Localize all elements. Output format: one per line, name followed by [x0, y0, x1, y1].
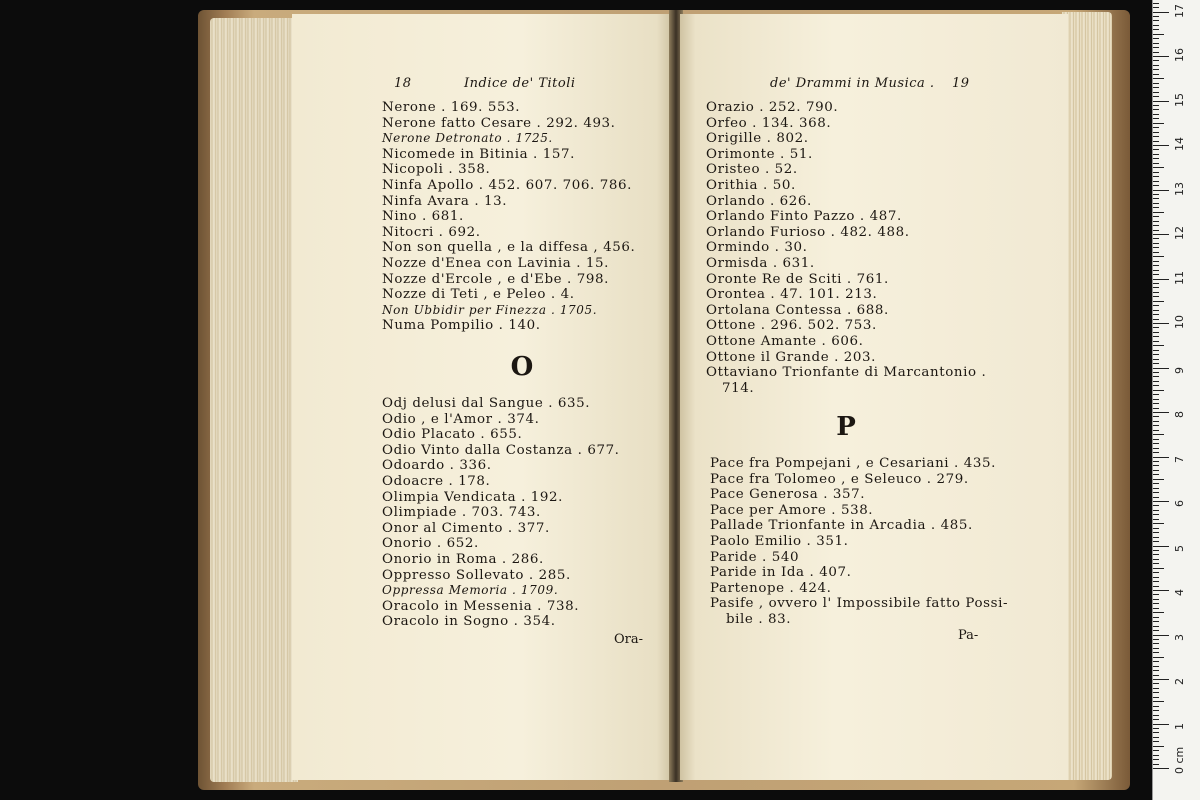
- ruler-tick: [1153, 603, 1159, 604]
- index-entry: Olimpia Vendicata . 192.: [382, 489, 564, 505]
- page-edges-right: [1062, 12, 1112, 780]
- ruler-tick: [1153, 56, 1169, 57]
- ruler-tick: [1153, 505, 1159, 506]
- ruler-tick: [1153, 287, 1159, 288]
- index-entry: Nozze d'Enea con Lavinia . 15.: [382, 255, 610, 271]
- ruler-tick: [1153, 746, 1164, 747]
- index-entry: Odoardo . 336.: [382, 458, 492, 474]
- ruler-tick: [1153, 501, 1169, 502]
- index-entry: Oristeo . 52.: [706, 162, 798, 178]
- ruler-tick: [1153, 310, 1159, 311]
- ruler-tick: [1153, 332, 1159, 333]
- index-entry: Paride in Ida . 407.: [710, 565, 852, 581]
- ruler-tick: [1153, 38, 1159, 39]
- ruler-tick: [1153, 755, 1159, 756]
- ruler-tick: [1153, 65, 1159, 66]
- index-entry: 714.: [722, 380, 755, 396]
- ruler-tick: [1153, 412, 1169, 413]
- ruler-tick: [1153, 363, 1159, 364]
- index-entry: Pace fra Pompejani , e Cesariani . 435.: [710, 456, 996, 471]
- ruler-tick: [1153, 643, 1159, 644]
- ruler-tick: [1153, 492, 1159, 493]
- index-entry: Oracolo in Messenia . 738.: [382, 598, 580, 614]
- index-entry: Partenope . 424.: [710, 580, 832, 596]
- ruler-tick: [1153, 737, 1159, 738]
- left-running-head: Indice de' Titoli: [464, 76, 576, 91]
- right-page: [680, 14, 1068, 780]
- ruler-tick: [1153, 697, 1159, 698]
- ruler-tick: [1153, 408, 1159, 409]
- ruler-tick: [1153, 732, 1159, 733]
- ruler-tick: [1153, 167, 1164, 168]
- ruler-tick: [1153, 96, 1159, 97]
- ruler-tick: [1153, 354, 1159, 355]
- index-entry: Orlando Furioso . 482. 488.: [706, 224, 910, 240]
- ruler-tick: [1153, 319, 1159, 320]
- section-letter-o: O: [510, 352, 534, 382]
- ruler-tick: [1153, 546, 1169, 547]
- index-entry: Orlando . 626.: [706, 193, 812, 209]
- ruler-tick: [1153, 158, 1159, 159]
- ruler-tick: [1153, 43, 1159, 44]
- ruler-tick: [1153, 541, 1159, 542]
- right-page-number: 19: [952, 76, 970, 91]
- index-entry: Ninfa Apollo . 452. 607. 706. 786.: [382, 177, 632, 193]
- ruler-tick: [1153, 198, 1159, 199]
- ruler-tick: [1153, 465, 1159, 466]
- ruler-label: 3: [1173, 633, 1186, 641]
- ruler-tick: [1153, 670, 1159, 671]
- ruler-tick: [1153, 715, 1159, 716]
- ruler-label: 12: [1173, 226, 1186, 240]
- ruler-tick: [1153, 639, 1159, 640]
- index-entry: Orontea . 47. 101. 213.: [706, 287, 878, 303]
- ruler-tick: [1153, 141, 1159, 142]
- ruler-label: 17: [1173, 3, 1186, 18]
- ruler-tick: [1153, 20, 1159, 21]
- ruler-tick: [1153, 314, 1159, 315]
- ruler-tick: [1153, 461, 1159, 462]
- index-entry: Orithia . 50.: [706, 177, 796, 193]
- ruler-tick: [1153, 497, 1159, 498]
- ruler-tick: [1153, 336, 1159, 337]
- ruler-tick: [1153, 621, 1159, 622]
- ruler-tick: [1153, 114, 1159, 115]
- ruler-tick: [1153, 448, 1159, 449]
- ruler-tick: [1153, 243, 1159, 244]
- ruler-label: 11: [1173, 270, 1186, 285]
- ruler-tick: [1153, 47, 1159, 48]
- ruler-tick: [1153, 52, 1159, 53]
- ruler-label: 6: [1173, 500, 1186, 507]
- ruler-tick: [1153, 710, 1159, 711]
- ruler-tick: [1153, 136, 1159, 137]
- right-catchword: Pa-: [958, 628, 979, 643]
- ruler-tick: [1153, 190, 1169, 191]
- ruler-tick: [1153, 608, 1159, 609]
- ruler-label: 7: [1173, 455, 1186, 463]
- ruler-tick: [1153, 385, 1159, 386]
- ruler-tick: [1153, 301, 1164, 302]
- ruler-tick: [1153, 225, 1159, 226]
- ruler-tick: [1153, 768, 1169, 769]
- ruler-tick: [1153, 652, 1159, 653]
- ruler-tick: [1153, 359, 1159, 360]
- left-catchword: Ora-: [614, 632, 644, 647]
- ruler-tick: [1153, 368, 1169, 369]
- index-entry: Ninfa Avara . 13.: [382, 193, 508, 209]
- ruler-tick: [1153, 83, 1159, 84]
- ruler-tick: [1153, 599, 1159, 600]
- ruler-tick: [1153, 728, 1159, 729]
- index-entry: Paolo Emilio . 351.: [710, 533, 849, 549]
- ruler-tick: [1153, 163, 1159, 164]
- index-entry: Pace per Amore . 538.: [710, 502, 874, 518]
- index-entry: Orfeo . 134. 368.: [706, 115, 832, 131]
- ruler-tick: [1153, 25, 1159, 26]
- ruler-tick: [1153, 327, 1159, 328]
- ruler-tick: [1153, 666, 1159, 667]
- ruler-tick: [1153, 274, 1159, 275]
- index-entry: Ortolana Contessa . 688.: [706, 302, 889, 318]
- ruler-tick: [1153, 256, 1164, 257]
- ruler-tick: [1153, 403, 1159, 404]
- ruler-tick: [1153, 216, 1159, 217]
- ruler-tick: [1153, 34, 1164, 35]
- ruler-tick: [1153, 145, 1169, 146]
- ruler-tick: [1153, 149, 1159, 150]
- ruler-tick: [1153, 29, 1159, 30]
- ruler-tick: [1153, 750, 1159, 751]
- index-entry: Nicopoli . 358.: [382, 162, 491, 178]
- index-entry: Pace Generosa . 357.: [710, 487, 866, 503]
- ruler-tick: [1153, 706, 1159, 707]
- index-entry: Onorio . 652.: [382, 536, 479, 552]
- ruler-tick: [1153, 390, 1164, 391]
- ruler-tick: [1153, 123, 1164, 124]
- ruler-tick: [1153, 759, 1159, 760]
- ruler-tick: [1153, 252, 1159, 253]
- ruler-tick: [1153, 483, 1159, 484]
- index-entry: Nozze di Teti , e Peleo . 4.: [382, 287, 575, 303]
- index-entry: Odio Vinto dalla Costanza . 677.: [382, 442, 620, 458]
- ruler-tick: [1153, 474, 1159, 475]
- ruler-tick: [1153, 510, 1159, 511]
- ruler-tick: [1153, 194, 1159, 195]
- index-entry: Onorio in Roma . 286.: [382, 551, 544, 567]
- ruler-label: 13: [1173, 181, 1186, 196]
- index-entry: Nozze d'Ercole , e d'Ebe . 798.: [382, 271, 609, 287]
- ruler-tick: [1153, 537, 1159, 538]
- ruler-tick: [1153, 261, 1159, 262]
- left-page-number: 18: [394, 76, 412, 91]
- ruler-tick: [1153, 626, 1159, 627]
- ruler-tick: [1153, 372, 1159, 373]
- left-entries-n: [382, 100, 635, 334]
- index-entry: Pasife , ovvero l' Impossibile fatto Possi-: [710, 596, 1009, 612]
- ruler-tick: [1153, 154, 1159, 155]
- ruler-tick: [1153, 434, 1164, 435]
- ruler-label: 1: [1173, 722, 1186, 730]
- ruler-tick: [1153, 105, 1159, 106]
- ruler-tick: [1153, 523, 1164, 524]
- ruler-tick: [1153, 394, 1159, 395]
- ruler-tick: [1153, 568, 1164, 569]
- ruler-tick: [1153, 101, 1169, 102]
- right-running-head: de' Drammi in Musica .: [770, 76, 935, 91]
- ruler-label: 16: [1173, 48, 1186, 62]
- ruler-tick: [1153, 3, 1159, 4]
- ruler-tick: [1153, 421, 1159, 422]
- ruler-tick: [1153, 376, 1159, 377]
- ruler-tick: [1153, 452, 1159, 453]
- ruler-tick: [1153, 305, 1159, 306]
- ruler-tick: [1153, 688, 1159, 689]
- ruler-tick: [1153, 7, 1159, 8]
- ruler-tick: [1153, 430, 1159, 431]
- ruler-tick: [1153, 519, 1159, 520]
- ruler-tick: [1153, 630, 1159, 631]
- index-entry: Nerone Detronato . 1725.: [382, 131, 553, 146]
- ruler-tick: [1153, 127, 1159, 128]
- ruler-tick: [1153, 247, 1159, 248]
- ruler-tick: [1153, 581, 1159, 582]
- ruler-label: 10: [1173, 315, 1186, 329]
- ruler-tick: [1153, 479, 1164, 480]
- index-entry: Oppresso Sollevato . 285.: [382, 567, 571, 583]
- index-entry: Ormisda . 631.: [706, 255, 815, 271]
- ruler-label: 15: [1173, 92, 1186, 107]
- ruler-tick: [1153, 78, 1164, 79]
- ruler-tick: [1153, 176, 1159, 177]
- index-entry: Orlando Finto Pazzo . 487.: [706, 209, 902, 225]
- ruler-tick: [1153, 234, 1169, 235]
- ruler-tick: [1153, 457, 1169, 458]
- index-entry: Ormindo . 30.: [706, 240, 808, 256]
- index-entry: Odio Placato . 655.: [382, 427, 523, 443]
- ruler-tick: [1153, 594, 1159, 595]
- index-entry: bile . 83.: [726, 611, 792, 627]
- ruler-tick: [1153, 292, 1159, 293]
- ruler-tick: [1153, 16, 1159, 17]
- ruler-tick: [1153, 675, 1159, 676]
- ruler-tick: [1153, 341, 1159, 342]
- ruler-label: 14: [1173, 137, 1186, 151]
- ruler-tick: [1153, 657, 1164, 658]
- ruler-tick: [1153, 679, 1169, 680]
- right-entries-o: [706, 100, 986, 396]
- ruler-tick: [1153, 528, 1159, 529]
- ruler-tick: [1153, 764, 1159, 765]
- left-page: [292, 14, 672, 780]
- ruler-label: 9: [1173, 366, 1186, 374]
- ruler-label: 4: [1173, 589, 1186, 596]
- index-entry: Orimonte . 51.: [706, 146, 813, 162]
- ruler-label: 5: [1173, 544, 1186, 552]
- index-entry: Oppressa Memoria . 1709.: [382, 583, 559, 598]
- index-entry: Onor al Cimento . 377.: [382, 520, 550, 536]
- ruler-tick: [1153, 238, 1159, 239]
- ruler-tick: [1153, 12, 1169, 13]
- index-entry: Nino . 681.: [382, 209, 464, 225]
- ruler-tick: [1153, 60, 1159, 61]
- index-entry: Nitocri . 692.: [382, 224, 481, 240]
- ruler-tick: [1153, 559, 1159, 560]
- ruler-tick: [1153, 724, 1169, 725]
- ruler-tick: [1153, 172, 1159, 173]
- index-entry: Ottaviano Trionfante di Marcantonio .: [706, 365, 987, 381]
- right-entries-p: [710, 456, 1008, 628]
- ruler-tick: [1153, 296, 1159, 297]
- ruler-tick: [1153, 590, 1169, 591]
- section-letter-p: P: [836, 412, 856, 442]
- ruler-tick: [1153, 265, 1159, 266]
- index-entry: Pallade Trionfante in Arcadia . 485.: [710, 518, 973, 534]
- ruler-tick: [1153, 719, 1159, 720]
- ruler-tick: [1153, 203, 1159, 204]
- ruler-tick: [1153, 488, 1159, 489]
- ruler-tick: [1153, 661, 1159, 662]
- ruler-tick: [1153, 741, 1159, 742]
- ruler-tick: [1153, 572, 1159, 573]
- index-entry: Ottone . 296. 502. 753.: [706, 318, 877, 334]
- ruler-tick: [1153, 181, 1159, 182]
- ruler-label: 0 cm: [1173, 746, 1186, 774]
- index-entry: Orazio . 252. 790.: [706, 100, 839, 115]
- index-entry: Origille . 802.: [706, 131, 809, 147]
- ruler-tick: [1153, 648, 1159, 649]
- ruler-tick: [1153, 230, 1159, 231]
- ruler-tick: [1153, 350, 1159, 351]
- ruler-tick: [1153, 470, 1159, 471]
- ruler-tick: [1153, 416, 1159, 417]
- ruler-tick: [1153, 132, 1159, 133]
- ruler-tick: [1153, 443, 1159, 444]
- ruler-tick: [1153, 439, 1159, 440]
- index-entry: Nicomede in Bitinia . 157.: [382, 146, 575, 162]
- index-entry: Odio , e l'Amor . 374.: [382, 411, 540, 427]
- ruler-tick: [1153, 323, 1169, 324]
- ruler-tick: [1153, 109, 1159, 110]
- ruler-tick: [1153, 270, 1159, 271]
- index-entry: Pace fra Tolomeo , e Seleuco . 279.: [710, 471, 969, 487]
- ruler-tick: [1153, 554, 1159, 555]
- index-entry: Numa Pompilio . 140.: [382, 318, 541, 334]
- index-entry: Nerone fatto Cesare . 292. 493.: [382, 115, 616, 131]
- ruler-label: 8: [1173, 411, 1186, 418]
- index-entry: Oracolo in Sogno . 354.: [382, 614, 556, 630]
- ruler-tick: [1153, 74, 1159, 75]
- ruler-tick: [1153, 92, 1159, 93]
- index-entry: Non Ubbidir per Finezza . 1705.: [382, 302, 598, 317]
- ruler-tick: [1153, 532, 1159, 533]
- ruler-tick: [1153, 563, 1159, 564]
- ruler-tick: [1153, 212, 1164, 213]
- ruler-label: 2: [1173, 678, 1186, 685]
- index-entry: Nerone . 169. 553.: [382, 100, 521, 115]
- ruler-tick: [1153, 701, 1164, 702]
- ruler-tick: [1153, 550, 1159, 551]
- measurement-ruler: [1152, 0, 1200, 800]
- ruler-tick: [1153, 612, 1164, 613]
- ruler-tick: [1153, 617, 1159, 618]
- ruler-tick: [1153, 279, 1169, 280]
- index-entry: Ottone Amante . 606.: [706, 333, 864, 349]
- ruler-tick: [1153, 381, 1159, 382]
- index-entry: Odoacre . 178.: [382, 473, 491, 489]
- ruler-tick: [1153, 635, 1169, 636]
- index-entry: Oronte Re de Sciti . 761.: [706, 271, 889, 287]
- ruler-tick: [1153, 345, 1164, 346]
- index-entry: Olimpiade . 703. 743.: [382, 505, 541, 521]
- ruler-tick: [1153, 399, 1159, 400]
- page-edges-left: [210, 18, 298, 782]
- ruler-tick: [1153, 692, 1159, 693]
- ruler-tick: [1153, 577, 1159, 578]
- left-entries-o: [382, 396, 620, 630]
- ruler-tick: [1153, 283, 1159, 284]
- ruler-tick: [1153, 514, 1159, 515]
- ruler-tick: [1153, 118, 1159, 119]
- index-entry: Paride . 540: [710, 549, 800, 565]
- ruler-tick: [1153, 586, 1159, 587]
- index-entry: Ottone il Grande . 203.: [706, 349, 877, 365]
- ruler-tick: [1153, 221, 1159, 222]
- ruler-tick: [1153, 207, 1159, 208]
- ruler-tick: [1153, 683, 1159, 684]
- ruler-tick: [1153, 185, 1159, 186]
- index-entry: Odj delusi dal Sangue . 635.: [382, 396, 591, 411]
- ruler-tick: [1153, 69, 1159, 70]
- ruler-tick: [1153, 425, 1159, 426]
- index-entry: Non son quella , e la diffesa , 456.: [382, 240, 636, 256]
- ruler-tick: [1153, 87, 1159, 88]
